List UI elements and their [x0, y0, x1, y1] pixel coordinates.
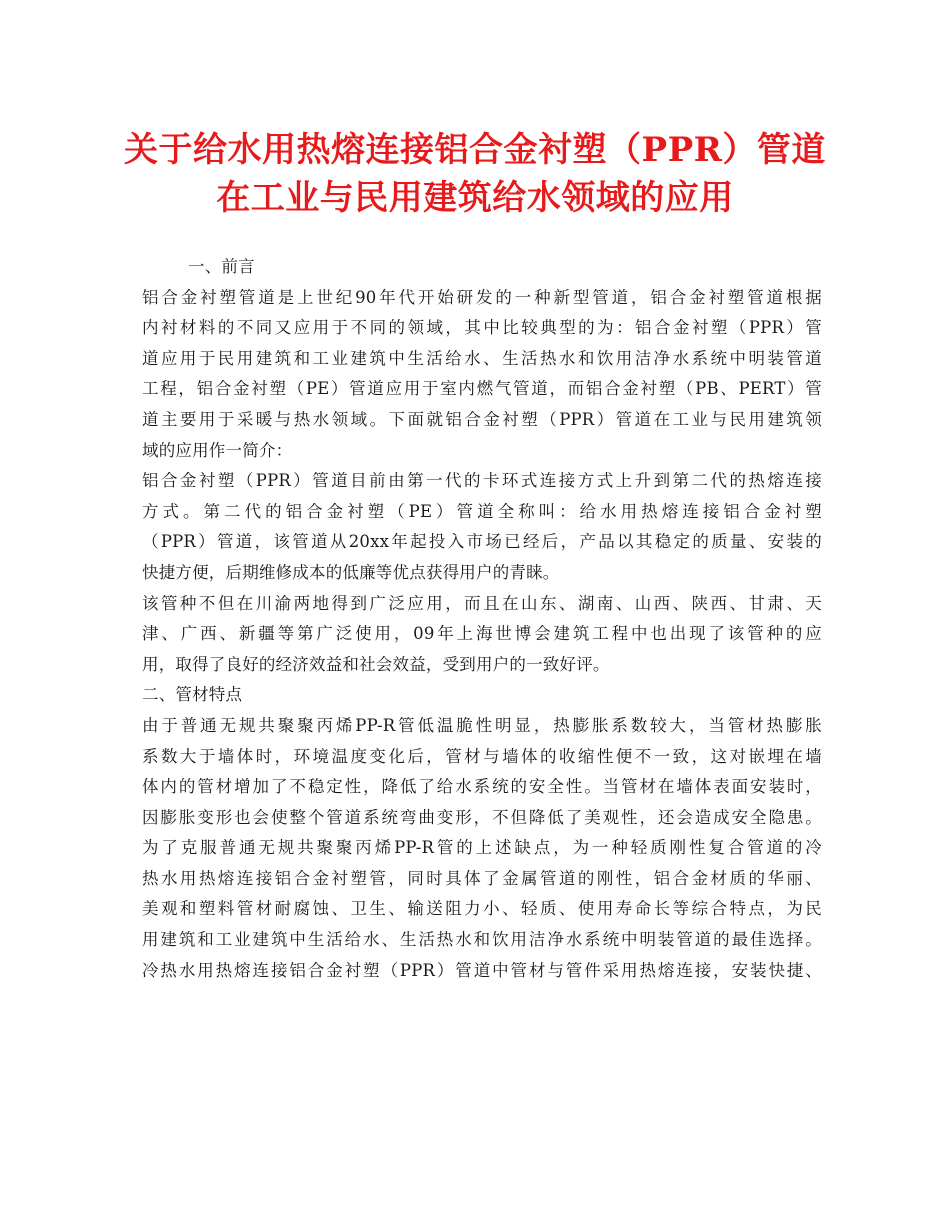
paragraph-line: 内衬材料的不同又应用于不同的领域，其中比较典型的为：铝合金衬塑（PPR）管 — [142, 318, 822, 338]
paragraph-line: 热水用热熔连接铝合金衬塑管，同时具体了金属管道的刚性，铝合金材质的华丽、 — [142, 868, 822, 888]
paragraph-line: 该管种不但在川渝两地得到广泛应用，而且在山东、湖南、山西、陕西、甘肃、天 — [142, 593, 822, 613]
title-line: 在工业与民用建筑给水领域的应用 — [216, 178, 734, 218]
paragraph-line: 域的应用作一简介： — [142, 440, 293, 460]
paragraph-line: 道应用于民用建筑和工业建筑中生活给水、生活热水和饮用洁净水系统中明装管道 — [142, 348, 822, 368]
paragraph-line: 铝合金衬塑管道是上世纪90年代开始研发的一种新型管道，铝合金衬塑管道根据 — [142, 287, 822, 307]
paragraph-line: 用，取得了良好的经济效益和社会效益，受到用户的一致好评。 — [142, 654, 610, 674]
document-body — [142, 252, 822, 986]
paragraph-line: 因膨胀变形也会使整个管道系统弯曲变形，不但降低了美观性，还会造成安全隐患。 — [142, 807, 822, 827]
paragraph-line: 津、广西、新疆等第广泛使用，09年上海世博会建筑工程中也出现了该管种的应 — [142, 624, 822, 644]
paragraph-line: 由于普通无规共聚聚丙烯PP-R管低温脆性明显，热膨胀系数较大，当管材热膨胀 — [142, 715, 822, 735]
paragraph-line: 体内的管材增加了不稳定性，降低了给水系统的安全性。当管材在墙体表面安装时， — [142, 777, 822, 797]
paragraph-line: 道主要用于采暖与热水领域。下面就铝合金衬塑（PPR）管道在工业与民用建筑领 — [142, 409, 822, 429]
document-title — [100, 126, 850, 222]
paragraph-line: 工程，铝合金衬塑（PE）管道应用于室内燃气管道，而铝合金衬塑（PB、PERT）管 — [142, 379, 822, 399]
paragraph-line: 快捷方便，后期维修成本的低廉等优点获得用户的青睐。 — [142, 562, 560, 582]
paragraph-line: 用建筑和工业建筑中生活给水、生活热水和饮用洁净水系统中明装管道的最佳选择。 — [142, 930, 822, 950]
paragraph-line: 冷热水用热熔连接铝合金衬塑（PPR）管道中管材与管件采用热熔连接，安装快捷、 — [142, 960, 822, 980]
section-heading: 一、前言 — [188, 257, 255, 276]
paragraph-line: 系数大于墙体时，环境温度变化后，管材与墙体的收缩性便不一致，这对嵌埋在墙 — [142, 746, 822, 766]
section-heading: 二、管材特点 — [142, 685, 243, 705]
paragraph-line: 美观和塑料管材耐腐蚀、卫生、输送阻力小、轻质、使用寿命长等综合特点，为民 — [142, 899, 822, 919]
title-line: 关于给水用热熔连接铝合金衬塑（PPR）管道 — [124, 130, 826, 170]
paragraph-line: 铝合金衬塑（PPR）管道目前由第一代的卡环式连接方式上升到第二代的热熔连接 — [142, 471, 822, 491]
paragraph-line: （PPR）管道，该管道从20xx年起投入市场已经后，产品以其稳定的质量、安装的 — [142, 532, 822, 552]
paragraph-line: 方式。第二代的铝合金衬塑（PE）管道全称叫：给水用热熔连接铝合金衬塑 — [142, 501, 822, 521]
paragraph-line: 为了克服普通无规共聚聚丙烯PP-R管的上述缺点，为一种轻质刚性复合管道的冷 — [142, 838, 822, 858]
